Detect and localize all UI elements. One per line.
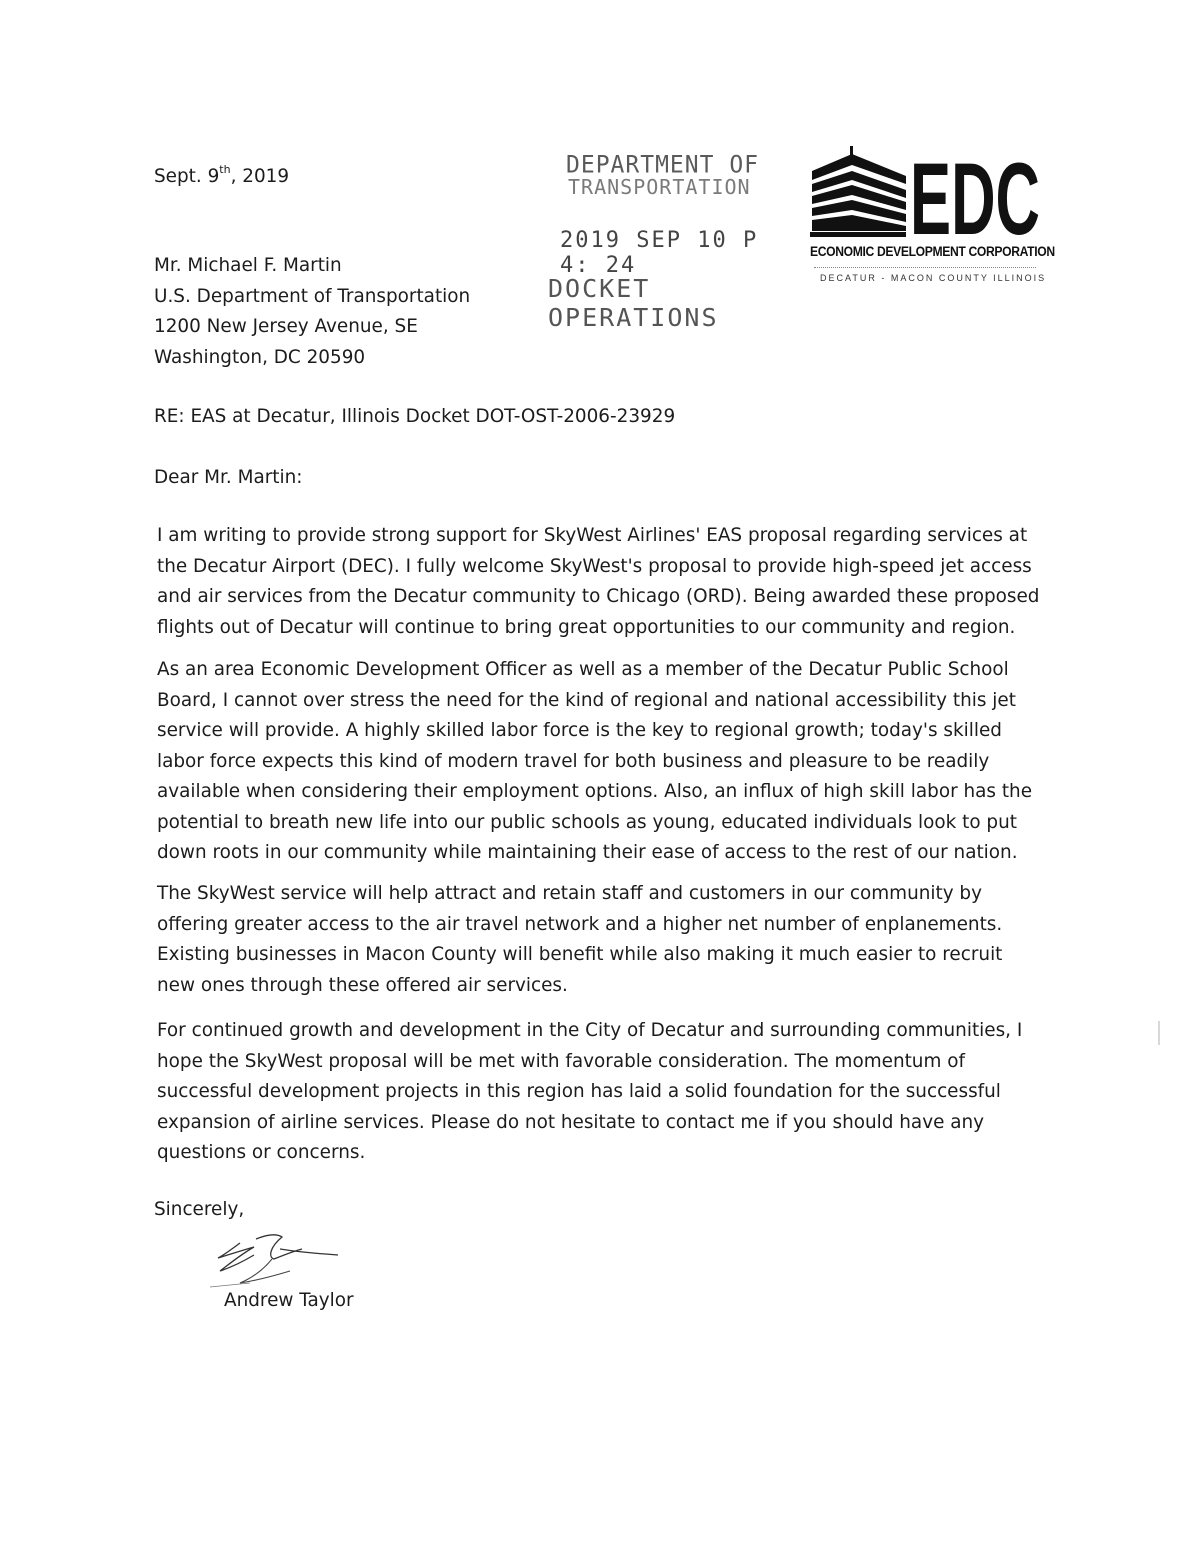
letter-date: Sept. 9th, 2019: [154, 162, 290, 187]
addressee-line: Mr. Michael F. Martin: [154, 255, 342, 276]
body-line: hope the SkyWest proposal will be met with favorable consideration. The momentum of: [157, 1050, 965, 1072]
body-line: expansion of airline services. Please do not hesitate to contact me if you should have any: [157, 1111, 985, 1133]
stamp-date: 2019 SEP 10 P 4: 24: [560, 228, 759, 278]
body-line: I am writing to provide strong support for SkyWest Airlines' EAS proposal regarding services at: [157, 525, 1028, 546]
body-paragraph: [157, 521, 1039, 643]
body-line: As an area Economic Development Officer as well as a member of the Decatur Public School: [157, 659, 1009, 680]
addressee-block: [154, 251, 470, 373]
body-line: For continued growth and development in the City of Decatur and surrounding communities, I: [157, 1020, 1023, 1041]
scan-artifact: [1158, 1021, 1160, 1045]
body-line: the Decatur Airport (DEC). I fully welcome SkyWest's proposal to provide high-speed jet access: [157, 555, 1032, 577]
body-paragraph: [157, 879, 1002, 1001]
body-paragraph: [157, 655, 1032, 869]
body-line: offering greater access to the air travel network and a higher net number of enplanements.: [157, 913, 1003, 935]
addressee-line: U.S. Department of Transportation: [154, 285, 471, 307]
body-line: new ones through these offered air services.: [157, 974, 568, 996]
received-stamp: [548, 151, 798, 332]
body-line: service will provide. A highly skilled labor force is the key to regional growth; today's skilled: [157, 720, 1002, 741]
body-line: potential to breath new life into our public schools as young, educated individuals look to put: [157, 811, 1017, 833]
logo-location: DECATUR - MACON COUNTY ILLINOIS: [820, 273, 1047, 283]
salutation: Dear Mr. Martin:: [154, 467, 303, 488]
edc-building-icon: [806, 140, 1046, 245]
logo-letters: EDC: [910, 142, 1040, 245]
logo-org-name: ECONOMIC DEVELOPMENT CORPORATION: [810, 244, 1055, 259]
stamp-line-1: DEPARTMENT OF: [566, 151, 760, 179]
subject-line: RE: EAS at Decatur, Illinois Docket DOT-OST-2006-23929: [154, 406, 676, 427]
body-line: down roots in our community while maintaining their ease of access to the rest of our nation.: [157, 842, 1018, 863]
body-line: Board, I cannot over stress the need for the kind of regional and national accessibility this jet: [157, 689, 1016, 711]
stamp-line-4: DOCKET OPERATIONS: [548, 274, 719, 332]
body-line: questions or concerns.: [157, 1142, 366, 1163]
body-line: flights out of Decatur will continue to bring great opportunities to our community and region.: [157, 616, 1016, 638]
body-line: labor force expects this kind of modern travel for both business and pleasure to be readily: [157, 750, 990, 772]
edc-logo: [806, 140, 1055, 300]
signature: [210, 1225, 350, 1290]
logo-divider: [814, 267, 1036, 268]
body-line: Existing businesses in Macon County will benefit while also making it much easier to recruit: [157, 944, 1003, 965]
stamp-line-2: TRANSPORTATION: [568, 175, 751, 199]
addressee-line: Washington, DC 20590: [154, 346, 366, 368]
addressee-line: 1200 New Jersey Avenue, SE: [154, 316, 418, 337]
body-line: available when considering their employment options. Also, an influx of high skill labor has the: [157, 781, 1033, 802]
body-paragraph: [157, 1016, 1022, 1169]
body-line: successful development projects in this region has laid a solid foundation for the successful: [157, 1081, 1001, 1102]
signer-name: Andrew Taylor: [224, 1290, 354, 1311]
body-line: and air services from the Decatur community to Chicago (ORD). Being awarded these proposed: [157, 586, 1040, 607]
closing: Sincerely,: [154, 1199, 245, 1220]
body-line: The SkyWest service will help attract and retain staff and customers in our community by: [157, 883, 982, 904]
